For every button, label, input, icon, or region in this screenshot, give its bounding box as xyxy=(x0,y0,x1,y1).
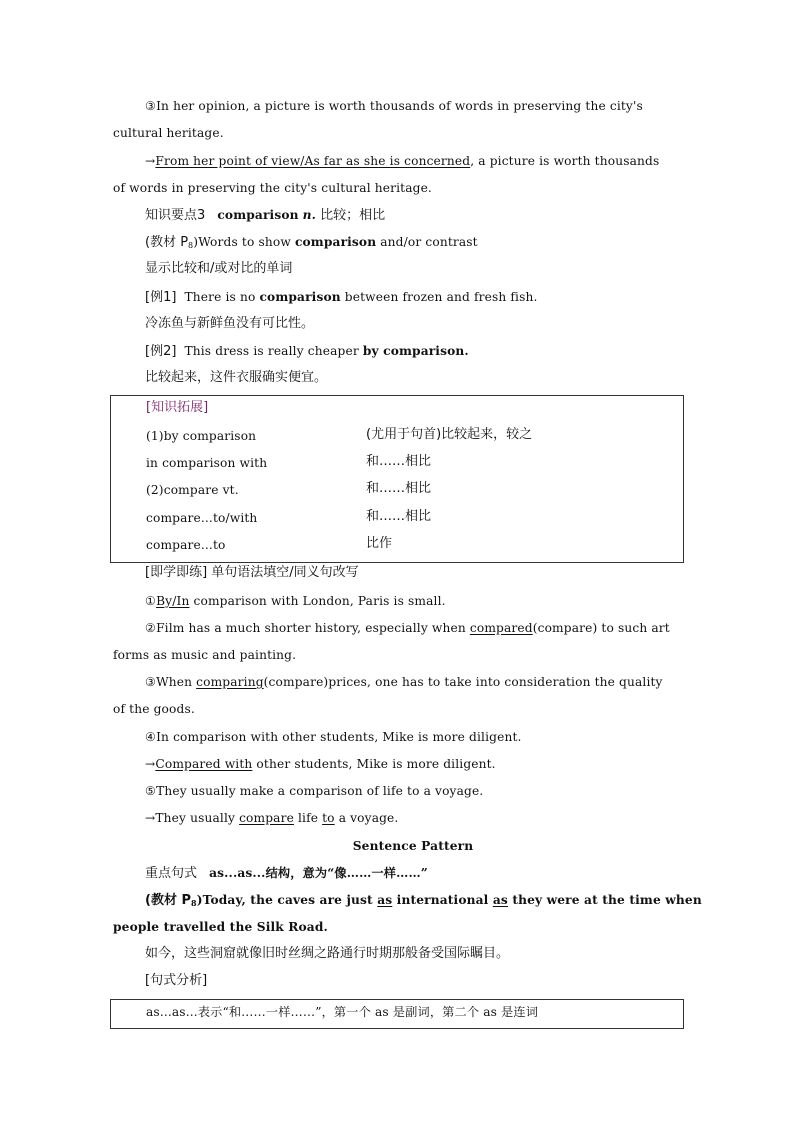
extension-row-4-en: compare...to/with xyxy=(146,511,258,525)
kp3-source: (教材 $P_8)Words$ to show comparison and/or contrast xyxy=(145,235,478,250)
extension-row-2-en: in comparison with xyxy=(146,456,268,470)
kp3-ex2-cn: 比较起来，这件衣服确实便宜。 xyxy=(145,370,328,385)
extension-row-2-cn: 和……相比 xyxy=(366,454,432,469)
practice-q5: ⑤They usually make a comparison of life to a voyage. xyxy=(145,784,484,798)
practice-title: [即学即练] 单句语法填空/同义句改写 xyxy=(145,565,359,580)
q1-answer: By/In xyxy=(156,594,190,608)
extension-row-5-cn: 比作 xyxy=(366,536,393,551)
analysis-text: as...as...表示“和……一样……”，第一个 as 是副词，第二个 as 是连词 xyxy=(146,1005,539,1019)
practice-q3: ③When comparing(compare)prices, one has to take into consideration the quality xyxy=(145,675,663,689)
extension-row-1-en: (1)by comparison xyxy=(146,429,257,443)
practice-q4: ④In comparison with other students, Mike is more diligent. xyxy=(145,730,522,744)
kp3-ex1: [例1] There is no comparison between frozen and fresh fish. xyxy=(145,290,538,305)
pattern-source-line2: people travelled the Silk Road. xyxy=(113,920,328,934)
kp3-source-cn: 显示比较和/或对比的单词 xyxy=(145,261,293,276)
kp3-ex1-cn: 冷冻鱼与新鲜鱼没有可比性。 xyxy=(145,316,315,331)
practice-q2: ②Film has a much shorter history, especially when compared(compare) to such art xyxy=(145,621,670,635)
q5-answer-1: compare xyxy=(239,811,294,825)
extension-row-3-cn: 和……相比 xyxy=(366,481,432,496)
p1-line4: of words in preserving the city's cultural heritage. xyxy=(113,181,432,195)
kp3-ex2: [例2] This dress is really cheaper by comparison. xyxy=(145,344,469,359)
practice-q4-rewrite: →Compared with other students, Mike is more diligent. xyxy=(145,757,496,771)
practice-q3-line2: of the goods. xyxy=(113,702,195,716)
practice-q5-rewrite: →They usually compare life to a voyage. xyxy=(145,811,399,825)
practice-q2-line2: forms as music and painting. xyxy=(113,648,297,662)
q4-answer: Compared with xyxy=(155,757,253,771)
practice-q1: ①By/In comparison with London, Paris is small. xyxy=(145,594,446,608)
extension-title: [知识拓展] xyxy=(146,400,209,415)
q5-answer-2: to xyxy=(322,811,335,825)
p1-line2: cultural heritage. xyxy=(113,126,224,140)
q2-answer: compared xyxy=(469,621,533,635)
q3-answer: comparing xyxy=(196,675,264,689)
kp3-heading: 知识要点3 comparison n. 比较；相比 xyxy=(145,208,386,223)
p1-line3: →From her point of view/As far as she is concerned, a picture is worth thousands xyxy=(145,154,660,168)
extension-row-4-cn: 和……相比 xyxy=(366,509,432,524)
knowledge-extension-box xyxy=(110,395,684,563)
pattern-source: (教材 $P_8)Today$, the caves are just as international as they were at the time when xyxy=(145,893,702,908)
p1-answer: From her point of view/As far as she is concerned xyxy=(155,154,471,168)
p1-line1: ③In her opinion, a picture is worth thousands of words in preserving the city's xyxy=(145,99,643,113)
extension-row-5-en: compare...to xyxy=(146,538,226,552)
extension-row-1-cn: (尤用于句首)比较起来，较之 xyxy=(366,427,533,442)
sentence-pattern-heading: Sentence Pattern xyxy=(352,839,474,853)
pattern-title: 重点句式 as...as...结构，意为“像……一样……” xyxy=(145,866,428,881)
extension-row-3-en: (2)compare vt. xyxy=(146,483,239,497)
analysis-box xyxy=(110,999,684,1029)
analysis-label: [句式分析] xyxy=(145,973,208,988)
pattern-source-cn: 如今，这些洞窟就像旧时丝绸之路通行时期那般备受国际瞩目。 xyxy=(145,946,510,961)
